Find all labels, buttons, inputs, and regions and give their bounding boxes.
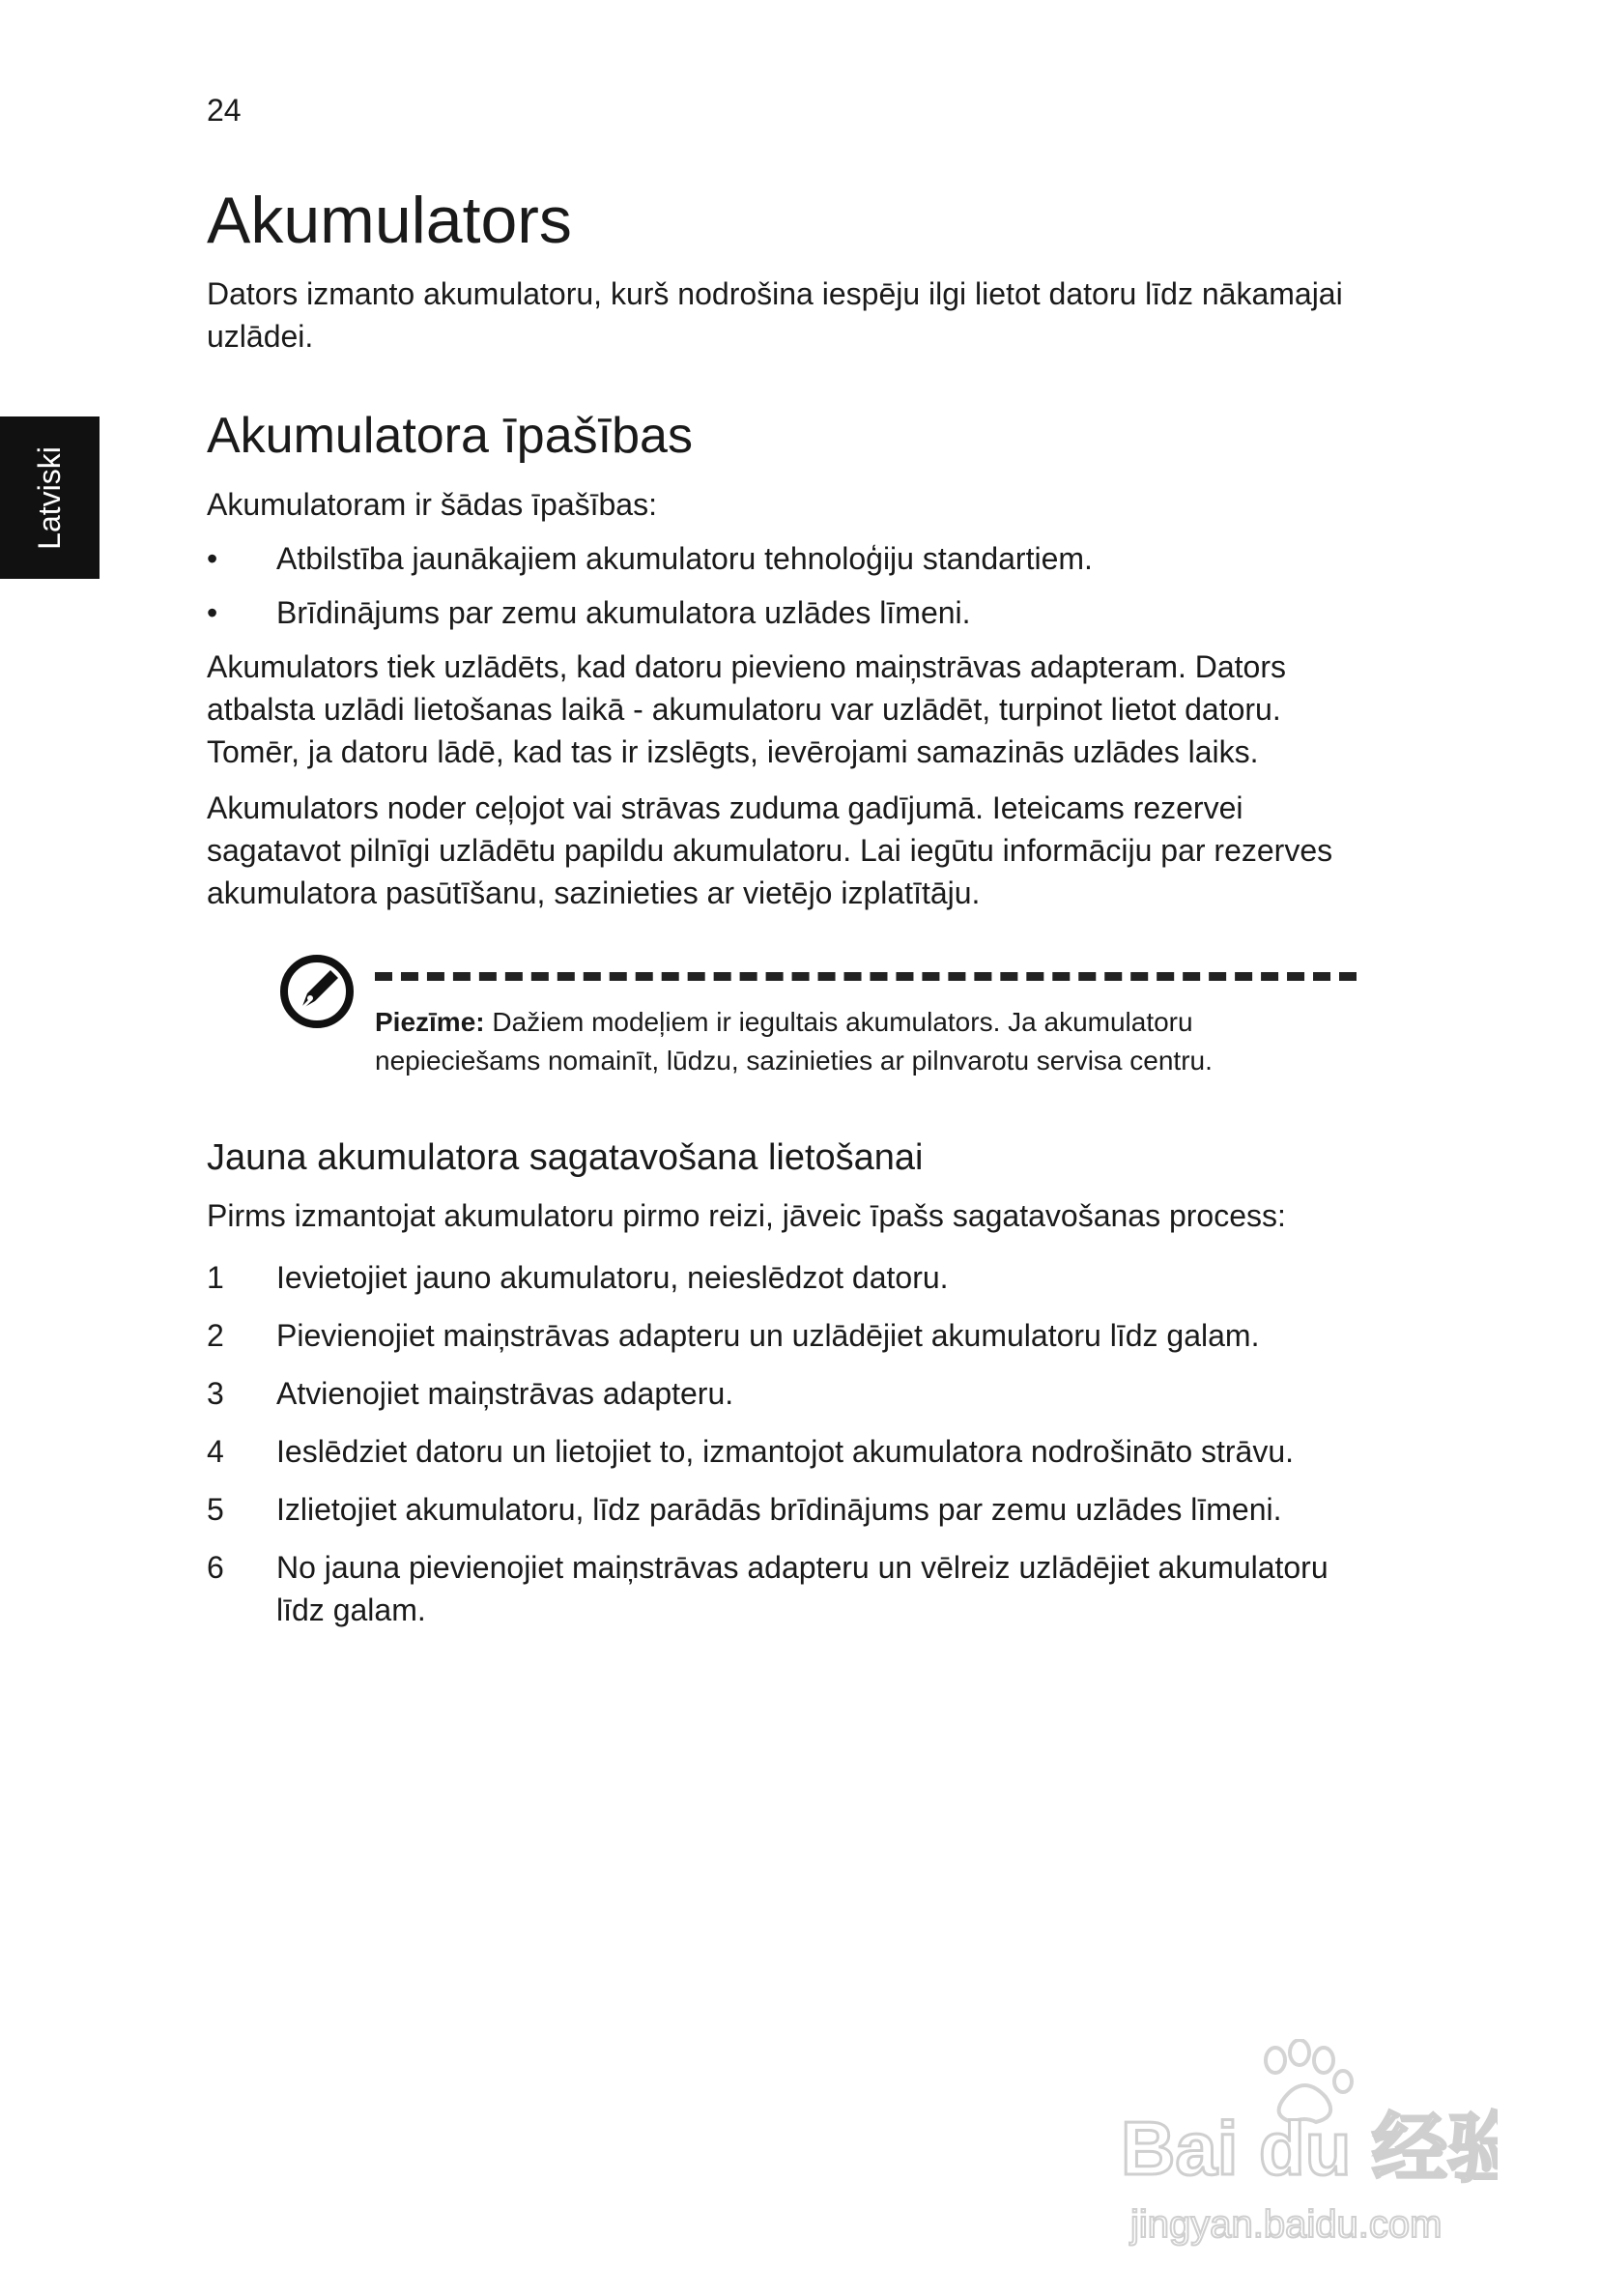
baidu-paw-logo-icon <box>1111 2039 1498 2252</box>
note-box <box>207 953 1357 1098</box>
intro-paragraph: Dators izmanto akumulatoru, kurš nodrošina iespēju ilgi lietot datoru līdz nākamajai uzlādei. <box>207 275 1343 354</box>
bullet-icon: • <box>207 594 218 630</box>
new-battery-intro: Pirms izmantojat akumulatoru pirmo reizi, jāveic īpašs sagatavošanas process: <box>207 1197 1286 1233</box>
step-number: 1 <box>207 1259 224 1295</box>
step-number: 3 <box>207 1375 224 1411</box>
note-body: Dažiem modeļiem ir iegultais akumulators. Ja akumulatoru nepieciešams nomainīt, lūdzu, sazinieties ar pilnvarotu servisa centru. <box>375 1006 1213 1076</box>
list-item <box>207 591 1357 634</box>
step-item <box>207 1372 1357 1415</box>
step-number: 4 <box>207 1433 224 1469</box>
spare-battery-paragraph: Akumulators noder ceļojot vai strāvas zuduma gadījumā. Ieteicams rezervei sagatavot pilnīgi uzlādētu papildu akumulatoru. Lai iegūtu informāciju par rezerves akumulatora pasūtīšanu, sazinieties ar vietējo izplatītāju. <box>207 789 1333 910</box>
properties-heading: Akumulatora īpašības <box>207 407 693 464</box>
watermark-brand: Bai du 经验 <box>1121 2106 1498 2191</box>
properties-intro: Akumulatoram ir šādas īpašības: <box>207 486 657 522</box>
language-side-tab <box>0 416 100 579</box>
steps-list <box>207 1256 1357 1631</box>
step-item <box>207 1488 1357 1531</box>
note-label: Piezīme: <box>375 1006 485 1037</box>
step-item <box>207 1256 1357 1299</box>
list-item-text: Atbilstība jaunākajiem akumulatoru tehnoloģiju standartiem. <box>276 540 1093 576</box>
step-text: Ievietojiet jauno akumulatoru, neieslēdzot datoru. <box>276 1259 949 1295</box>
language-tab-label: Latviski <box>32 445 68 550</box>
properties-list <box>207 537 1357 634</box>
step-text: Ieslēdziet datoru un lietojiet to, izmantojot akumulatora nodrošināto strāvu. <box>276 1433 1295 1469</box>
step-item <box>207 1546 1357 1631</box>
step-text: Izlietojiet akumulatoru, līdz parādās brīdinājums par zemu uzlādes līmeni. <box>276 1491 1282 1527</box>
note-text <box>375 1003 1357 1080</box>
bullet-icon: • <box>207 540 218 576</box>
step-item <box>207 1430 1357 1473</box>
charging-paragraph: Akumulators tiek uzlādēts, kad datoru pievieno maiņstrāvas adapteram. Dators atbalsta uzlādi lietošanas laikā - akumulatoru var uzlādēt, turpinot lietot datoru. Tomēr, ja datoru lādē, kad tas ir izslēgts, ievērojami samazinās uzlādes laiks. <box>207 648 1286 769</box>
watermark-url: jingyan.baidu.com <box>1130 2203 1443 2246</box>
page-title: Akumulators <box>207 184 572 257</box>
page-number: 24 <box>207 93 242 128</box>
step-number: 2 <box>207 1317 224 1353</box>
note-pen-icon <box>278 953 356 1030</box>
list-item <box>207 537 1357 580</box>
step-text: No jauna pievienojiet maiņstrāvas adapteru un vēlreiz uzlādējiet akumulatoru līdz galam. <box>276 1549 1329 1627</box>
step-number: 6 <box>207 1549 224 1585</box>
step-item <box>207 1314 1357 1357</box>
new-battery-heading: Jauna akumulatora sagatavošana lietošanai <box>207 1136 924 1178</box>
step-text: Atvienojiet maiņstrāvas adapteru. <box>276 1375 734 1411</box>
page-content <box>207 182 1357 1647</box>
baidu-watermark <box>1111 2039 1498 2252</box>
note-divider <box>375 972 1357 981</box>
step-number: 5 <box>207 1491 224 1527</box>
list-item-text: Brīdinājums par zemu akumulatora uzlādes līmeni. <box>276 594 971 630</box>
step-text: Pievienojiet maiņstrāvas adapteru un uzlādējiet akumulatoru līdz galam. <box>276 1317 1260 1353</box>
